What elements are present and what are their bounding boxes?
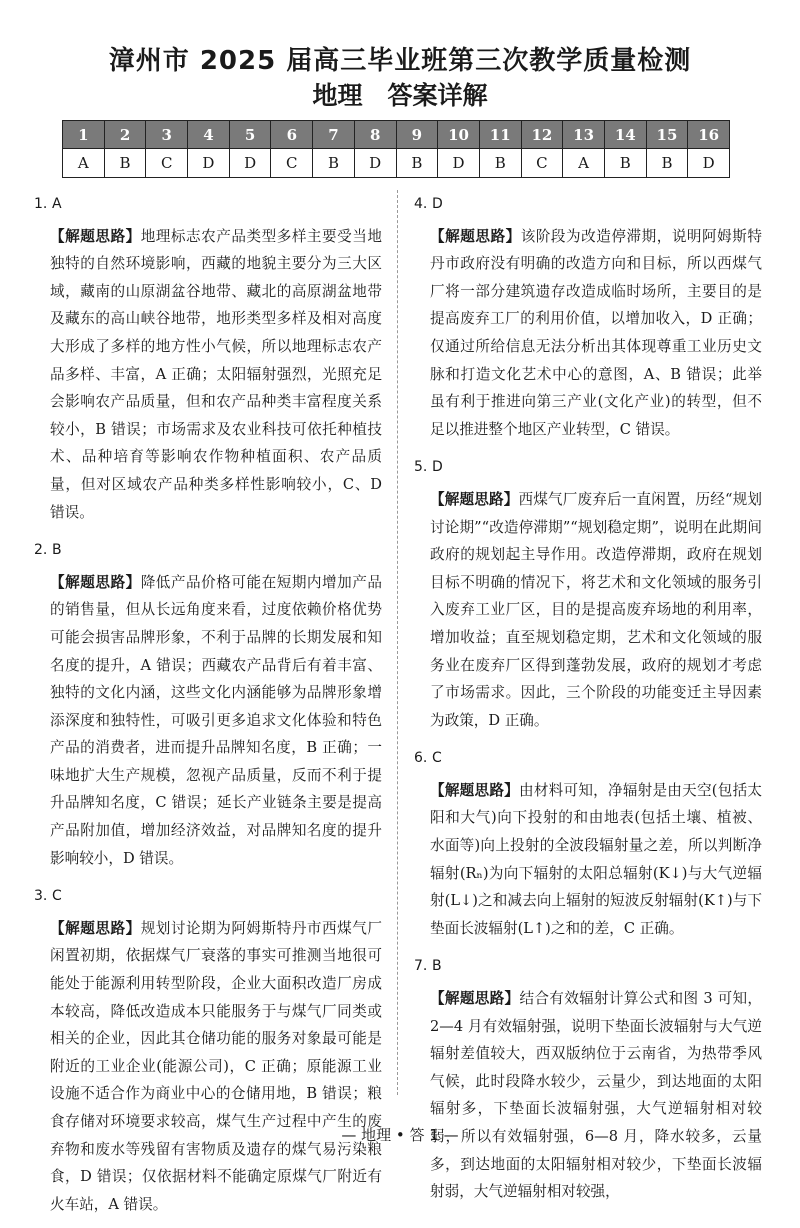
answer-table	[62, 120, 730, 178]
question-number: 4.	[414, 196, 428, 212]
question-answer: D	[432, 196, 443, 212]
answer-letter-cell: B	[313, 149, 355, 178]
answer-letter-cell: A	[563, 149, 605, 178]
answer-number-cell: 2	[104, 121, 146, 149]
answer-letter-cell: A	[63, 149, 105, 178]
solution-tag: 【解题思路】	[50, 573, 141, 591]
question-number: 3.	[34, 888, 48, 905]
question-heading	[32, 536, 382, 565]
solution-tag: 【解题思路】	[50, 919, 141, 937]
answer-letter-cell: D	[438, 149, 480, 178]
answer-number-cell: 15	[646, 121, 688, 149]
answer-letter-cell: D	[688, 149, 730, 178]
question-heading	[412, 744, 762, 773]
answer-letter-cell: C	[521, 149, 563, 178]
answer-letter-cell: D	[229, 149, 271, 178]
answer-letter-cell: C	[146, 149, 188, 178]
question-explanation	[32, 536, 382, 872]
document-subtitle: 地理 答案详解	[312, 81, 488, 110]
answer-letter-cell: B	[396, 149, 438, 178]
answer-letter-cell: B	[104, 149, 146, 178]
question-heading	[412, 190, 762, 219]
answer-letter-cell: B	[604, 149, 646, 178]
solution-text	[412, 985, 762, 1206]
answer-number-cell: 4	[188, 121, 230, 149]
question-answer: D	[432, 459, 443, 476]
answer-number-cell: 9	[396, 121, 438, 149]
answer-number-cell: 14	[604, 121, 646, 149]
solution-body: 规划讨论期为阿姆斯特丹市西煤气厂闲置初期，依据煤气厂衰落的事实可推测当地很可能处于能源利用转型阶段，企业大面积改造厂房成本较高，降低改造成本只能服务于与煤气厂同类或相关的企业，因此其仓储功能的服务对象最可能是附近的工业企业(能源公司)，C 正确；原能源工业设施不适合作为商业中心的仓储用地，B 错误；粮食存储对环境要求较高，煤气生产过程中产生的废弃物和废水等残留有害物质及遗存的煤气易污染粮食，D 错误；仅依据材料不能确定原煤气厂附近有火车站，A 错误。	[50, 919, 382, 1213]
page-footer: — 地理 • 答 1 —	[341, 1126, 459, 1144]
answer-letter-cell: C	[271, 149, 313, 178]
answer-number-cell: 7	[313, 121, 355, 149]
answer-table-header-row	[63, 121, 730, 149]
answer-number-cell: 6	[271, 121, 313, 149]
solution-text	[412, 777, 762, 943]
answer-number-cell: 3	[146, 121, 188, 149]
question-number: 6.	[414, 750, 428, 767]
question-heading	[32, 190, 382, 219]
solution-body: 结合有效辐射计算公式和图 3 可知，2—4 月有效辐射强，说明下垫面长波辐射与大气逆辐射差值较大，西双版纳位于云南省，为热带季风气候，此时段降水较少，云量少，到达地面的太阳辐射多，下垫面长波辐射强，大气逆辐射相对较弱，所以有效辐射强，6—8 月，降水较多，云量多，到达地面的太阳辐射相对较少，下垫面长波辐射弱，大气逆辐射相对较强，	[430, 990, 762, 1201]
document-title: 漳州市 2025 届高三毕业班第三次教学质量检测	[108, 46, 692, 76]
question-number: 5.	[414, 459, 428, 476]
answer-letter-cell: B	[646, 149, 688, 178]
solution-text	[32, 915, 382, 1219]
solution-tag: 【解题思路】	[430, 490, 519, 508]
answer-letter-cell: B	[479, 149, 521, 178]
question-explanation	[32, 190, 382, 526]
question-explanation	[412, 190, 762, 443]
left-column	[32, 190, 382, 1228]
answer-table-answer-row	[63, 149, 730, 178]
answer-number-cell: 16	[688, 121, 730, 149]
question-explanation	[412, 952, 762, 1205]
answer-letter-cell: D	[188, 149, 230, 178]
question-answer: B	[432, 958, 442, 975]
solution-tag: 【解题思路】	[50, 227, 141, 245]
answer-number-cell: 13	[563, 121, 605, 149]
answer-letter-cell: D	[354, 149, 396, 178]
solution-text	[412, 486, 762, 734]
question-heading	[32, 882, 382, 911]
answer-number-cell: 12	[521, 121, 563, 149]
solution-body: 西煤气厂废弃后一直闲置，历经“规划讨论期”“改造停滞期”“规划稳定期”，说明在此期间政府的规划起主导作用。改造停滞期，政府在规划目标不明确的情况下，将艺术和文化领域的服务引入废弃工业厂区，目的是提高废弃场地的利用率，增加收益；直至规划稳定期，艺术和文化领域的服务业在废弃厂区得到蓬勃发展，政府的规划才考虑了市场需求。因此，三个阶段的功能变迁主导因素为政策，D 正确。	[430, 490, 762, 729]
answer-number-cell: 1	[63, 121, 105, 149]
answer-number-cell: 10	[438, 121, 480, 149]
question-answer: B	[52, 542, 62, 559]
question-heading	[412, 952, 762, 981]
solution-body: 由材料可知，净辐射是由天空(包括太阳和大气)向下投射的和由地表(包括土壤、植被、水面等)向上投射的全波段辐射量之差，所以判断净辐射(Rₙ)为向下辐射的太阳总辐射(K↓)与大气逆辐射(L↓)之和减去向上辐射的短波反射辐射(K↑)与下垫面长波辐射(L↑)之和的差，C 正确。	[430, 781, 762, 937]
answer-number-cell: 11	[479, 121, 521, 149]
question-explanation	[32, 882, 382, 1218]
question-answer: C	[52, 888, 62, 905]
column-divider	[397, 190, 398, 1095]
solution-text	[32, 569, 382, 873]
solution-tag: 【解题思路】	[430, 227, 521, 245]
question-answer: C	[432, 750, 442, 767]
right-column	[412, 190, 762, 1216]
question-number: 2.	[34, 542, 48, 559]
question-heading	[412, 453, 762, 482]
solution-tag: 【解题思路】	[430, 781, 519, 799]
solution-body: 该阶段为改造停滞期，说明阿姆斯特丹市政府没有明确的改造方向和目标，所以西煤气厂将一部分建筑遗存改造成临时场所，主要目的是提高废弃工厂的利用价值，以增加收入，D 正确；仅通过所给信息无法分析出其体现尊重工业历史文脉和打造文化艺术中心的意图，A、B 错误；此举虽有利于推进向第三产业(文化产业)的转型，但不足以推进整个地区产业转型，C 错误。	[430, 227, 762, 438]
solution-body: 地理标志农产品类型多样主要受当地独特的自然环境影响，西藏的地貌主要分为三大区域，藏南的山原湖盆谷地带、藏北的高原湖盆地带及藏东的高山峡谷地带，地形类型多样及相对高度大形成了多样的地方性小气候，所以地理标志农产品多样、丰富，A 正确；太阳辐射强烈，光照充足会影响农产品质量，但和农产品种类丰富程度关系较小，B 错误；市场需求及农业科技可依托种植技术、品种培育等影响农作物种植面积、农产品质量，但对区域农产品种类多样性影响较小，C、D 错误。	[50, 227, 382, 521]
solution-tag: 【解题思路】	[430, 990, 520, 1008]
answer-number-cell: 5	[229, 121, 271, 149]
solution-text	[32, 223, 382, 527]
question-number: 1.	[34, 196, 48, 212]
question-answer: A	[52, 196, 62, 212]
question-number: 7.	[414, 958, 428, 975]
question-explanation	[412, 744, 762, 942]
answer-number-cell: 8	[354, 121, 396, 149]
question-explanation	[412, 453, 762, 734]
solution-body: 降低产品价格可能在短期内增加产品的销售量，但从长远角度来看，过度依赖价格优势可能会损害品牌形象，不利于品牌的长期发展和知名度的提升，A 错误；西藏农产品背后有着丰富、独特的文化内涵，这些文化内涵能够为品牌形象增添深度和独特性，可吸引更多追求文化体验和特色产品的消费者，进而提升品牌知名度，B 正确；一味地扩大生产规模，忽视产品质量，反而不利于提升品牌知名度，C 错误；延长产业链条主要是提高产品附加值，增加经济效益，对品牌知名度的提升影响较小，D 错误。	[50, 573, 382, 867]
solution-text	[412, 223, 762, 444]
